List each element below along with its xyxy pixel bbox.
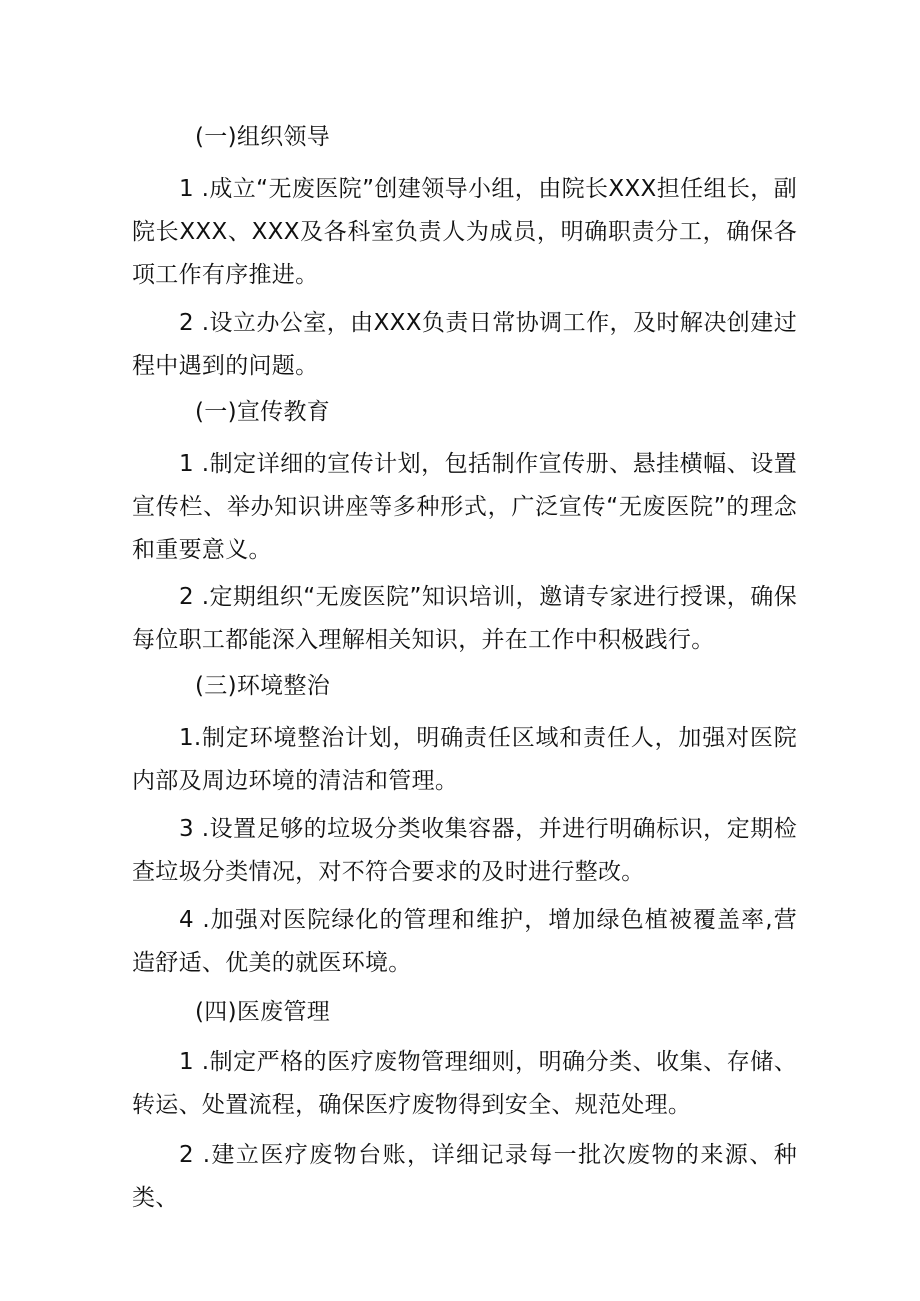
paragraph: 1 .制定严格的医疗废物管理细则，明确分类、收集、存储、转运、处置流程，确保医疗废物得到安全、规范处理。 — [132, 1049, 797, 1118]
section-heading-organization: (一)组织领导 — [195, 124, 331, 150]
paragraph: 2 .设立办公室，由XXX负责日常协调工作，及时解决创建过程中遇到的问题。 — [132, 310, 797, 379]
section-heading-environment: (三)环境整治 — [195, 673, 331, 699]
paragraph: 1 .制定详细的宣传计划，包括制作宣传册、悬挂横幅、设置宣传栏、举办知识讲座等多种形式，广泛宣传“无废医院”的理念和重要意义。 — [132, 451, 797, 563]
paragraph: 4 .加强对医院绿化的管理和维护，增加绿色植被覆盖率,营造舒适、优美的就医环境。 — [132, 907, 797, 976]
paragraph: 1 .成立“无废医院”创建领导小组，由院长XXX担任组长，副院长XXX、XXX及各科室负责人为成员，明确职责分工，确保各项工作有序推进。 — [132, 176, 797, 288]
section-heading-publicity: (一)宣传教育 — [195, 399, 331, 425]
section-heading-medical-waste: (四)医废管理 — [195, 999, 331, 1025]
paragraph: 2 .定期组织“无废医院”知识培训，邀请专家进行授课，确保每位职工都能深入理解相关知识，并在工作中积极践行。 — [132, 584, 797, 653]
paragraph: 3 .设置足够的垃圾分类收集容器，并进行明确标识，定期检查垃圾分类情况，对不符合要求的及时进行整改。 — [132, 816, 797, 885]
paragraph: 2 .建立医疗废物台账，详细记录每一批次废物的来源、种类、 — [132, 1142, 797, 1211]
paragraph: 1.制定环境整治计划，明确责任区域和责任人，加强对医院内部及周边环境的清洁和管理。 — [132, 725, 797, 794]
